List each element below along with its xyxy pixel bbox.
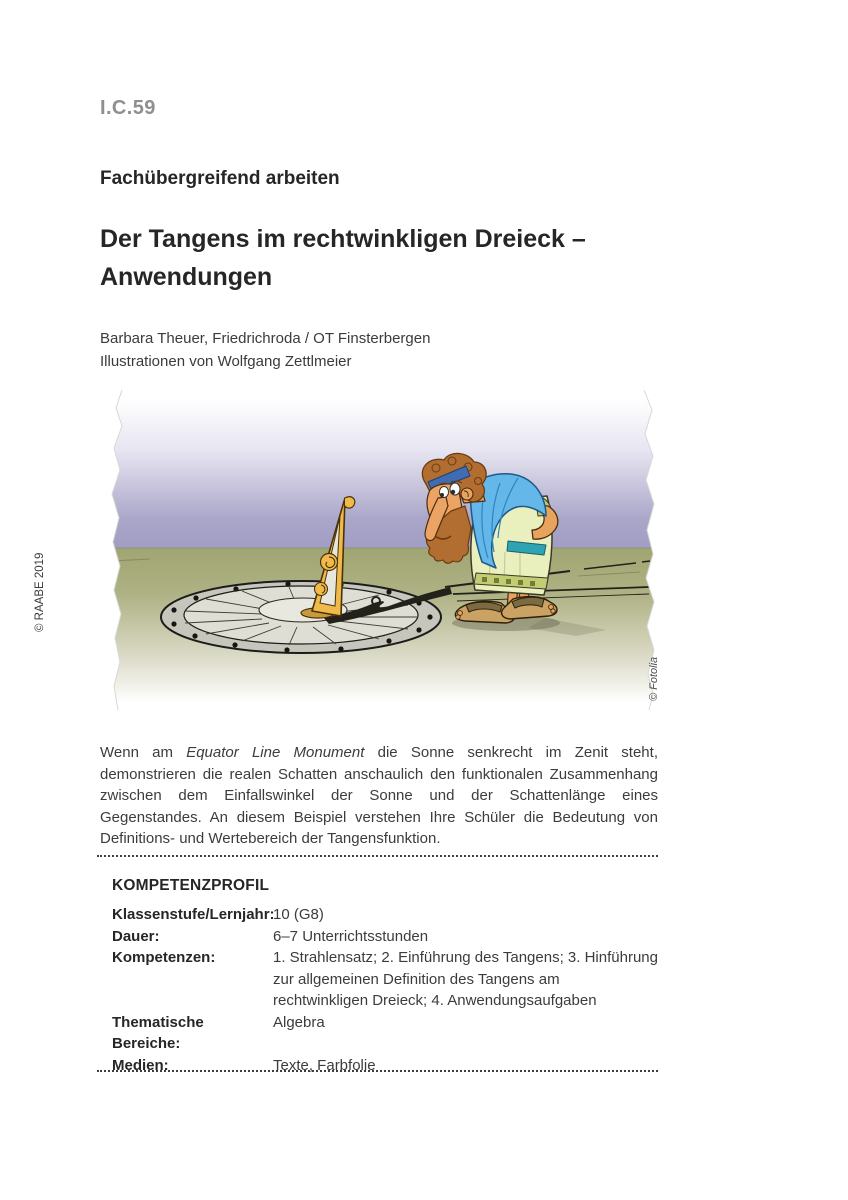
image-credit: © Fotolia: [648, 656, 660, 701]
profile-label: Klassenstufe/Lernjahr:: [112, 906, 275, 923]
page-title: [100, 220, 660, 296]
illustrator-line: Illustrationen von Wolfgang Zettlmeier: [100, 352, 352, 370]
publisher-copyright: © RAABE 2019: [34, 552, 46, 632]
competency-profile-table: [112, 904, 658, 1076]
author-line: Barbara Theuer, Friedrichroda / OT Finsterbergen: [100, 330, 431, 347]
intro-paragraph: [100, 742, 658, 850]
author-block: [100, 328, 430, 373]
profile-value: 1. Strahlensatz; 2. Einführung des Tangens; 3. Hinführung zur allgemeinen Definition des Tangens am rechtwinkligen Dreieck; 4. Anwendungsaufgaben: [273, 949, 658, 1009]
dotted-divider-top: [97, 855, 658, 857]
ear: [461, 488, 473, 500]
competency-profile-heading: KOMPETENZPROFIL: [112, 877, 270, 894]
document-code: I.C.59: [100, 97, 156, 119]
profile-label: Medien:: [112, 1056, 169, 1074]
profile-label: Thematische Bereiche:: [112, 1013, 204, 1052]
sundial-dial: [161, 581, 441, 653]
sundial-illustration: [108, 390, 658, 710]
sundial-scene-svg: [108, 390, 658, 710]
intro-text-1: Wenn am: [100, 744, 187, 761]
profile-value: 10 (G8): [273, 906, 324, 923]
intro-text-2: die Sonne senkrecht im Zenit steht, demonstrieren die realen Schatten anschaulich den funktionalen Zusammenhang zwischen dem Einfallswinkel der Sonne und der Schattenlänge eines Gegenstandes. An diesem Beispiel verstehen Ihre Schüler die Bedeutung von Definitions- und Wertebereich der Tangensfunktion.: [100, 744, 658, 847]
series-heading: Fachübergreifend arbeiten: [100, 168, 340, 189]
page-title-line2: Anwendungen: [100, 263, 273, 291]
sky: [111, 398, 655, 548]
profile-label: Kompetenzen:: [112, 949, 216, 966]
intro-italic-phrase: Equator Line Monument: [186, 744, 365, 761]
dotted-divider-bottom: [97, 1070, 658, 1072]
page-title-line1: Der Tangens im rechtwinkligen Dreieck –: [100, 225, 586, 253]
profile-value: Texte, Farbfolie: [273, 1056, 376, 1074]
profile-label: Dauer:: [112, 927, 160, 945]
profile-value: 6–7 Unterrichtsstunden: [273, 927, 429, 945]
profile-value: Algebra: [273, 1013, 325, 1031]
